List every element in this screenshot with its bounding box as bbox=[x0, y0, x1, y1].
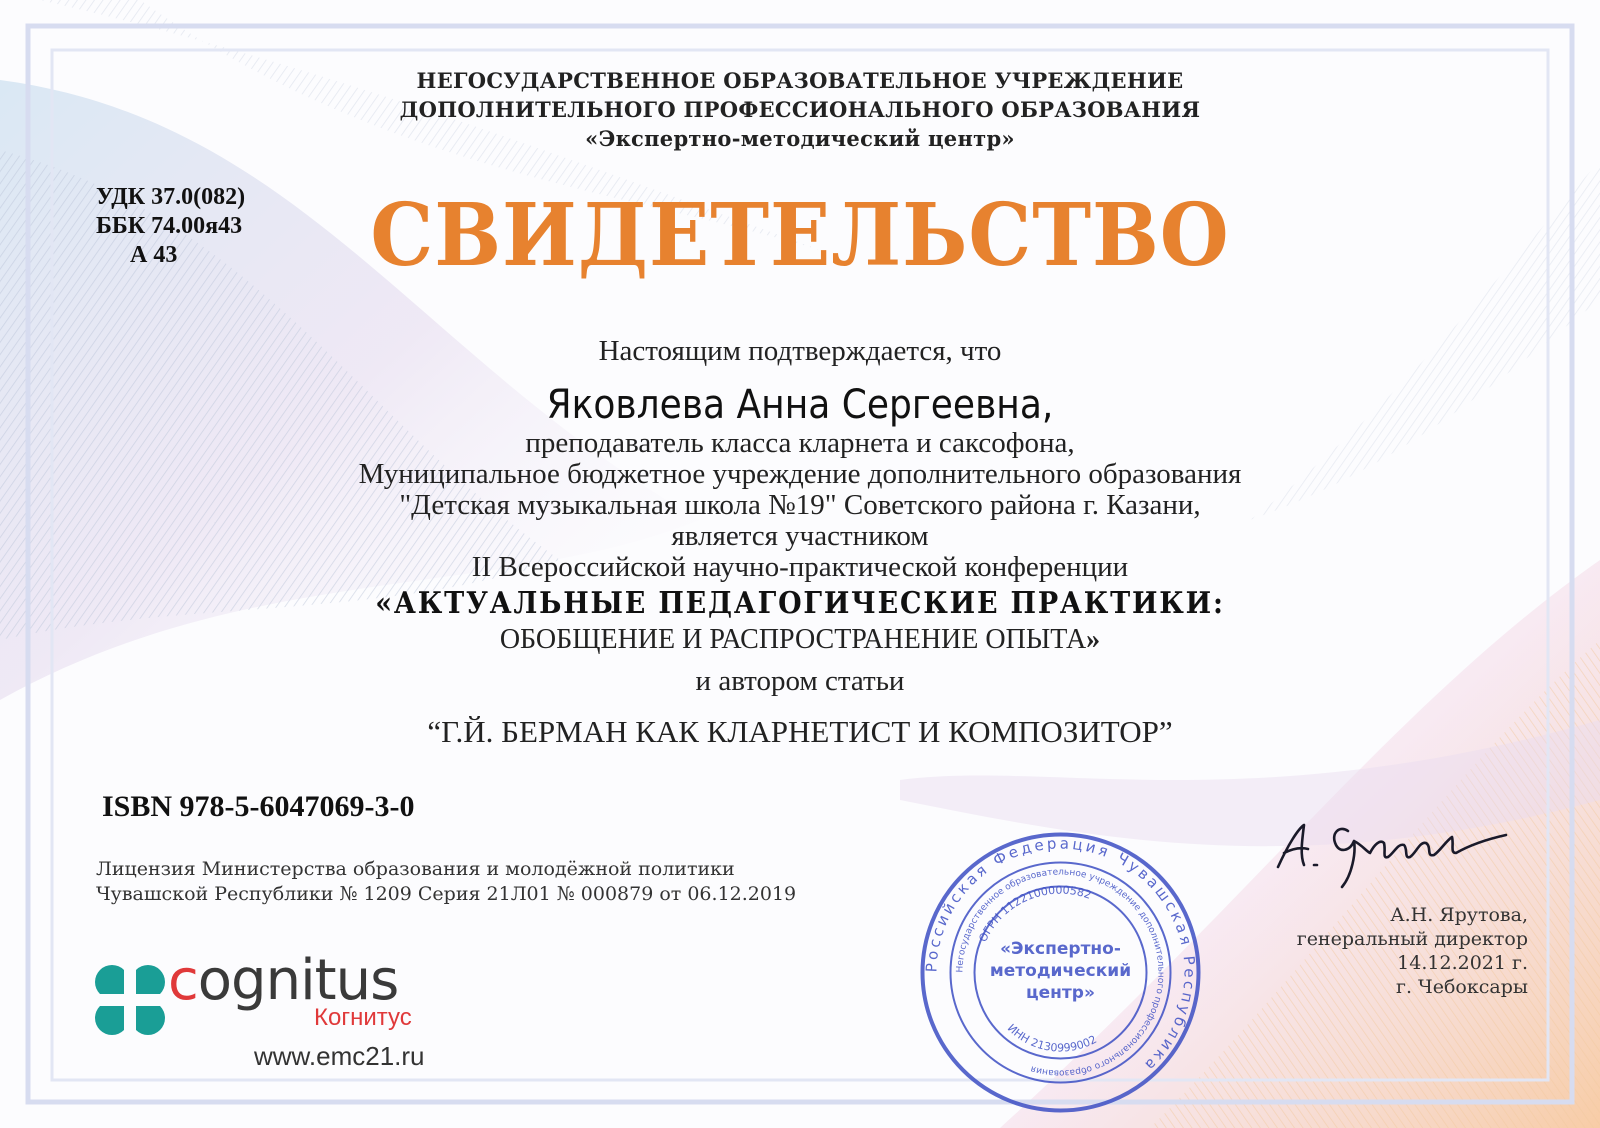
logo-letter-c: c bbox=[168, 948, 198, 1013]
cognitus-logo bbox=[90, 948, 490, 1098]
conference-title-line-1: «АКТУАЛЬНЫЕ ПЕДАГОГИЧЕСКИЕ ПРАКТИКИ: bbox=[375, 586, 1225, 621]
isbn: ISBN 978-5-6047069-3-0 bbox=[102, 790, 415, 823]
conference-title-close-quote: » bbox=[1086, 624, 1101, 655]
conference-name: II Всероссийской научно-практической конференции bbox=[471, 551, 1129, 583]
clover-logo-icon bbox=[90, 960, 170, 1040]
issue-date: 14.12.2021 г. bbox=[1397, 952, 1528, 974]
recipient-org-line-1: Муниципальное бюджетное учреждение дополнительного образования bbox=[358, 458, 1242, 490]
participant-text: является участником bbox=[671, 520, 929, 552]
conference-title-text: ОБОБЩЕНИЕ И РАСПРОСТРАНЕНИЕ ОПЫТА bbox=[499, 624, 1087, 655]
stamp-center-line-2: методический bbox=[989, 961, 1132, 981]
stamp-center-line-1: «Экспертно- bbox=[1000, 939, 1121, 959]
stamp-inner-text: Негосударственное образовательное учреждение дополнительного профессионального образования bbox=[955, 867, 1166, 1078]
signer-block bbox=[1297, 903, 1528, 999]
bbk-code: ББК 74.00я43 bbox=[96, 213, 243, 239]
website-url: www.emc21.ru bbox=[254, 1041, 425, 1071]
license-line-2: Чувашской Республики № 1209 Серия 21Л01 № 000879 от 06.12.2019 bbox=[96, 883, 797, 905]
author-of-text: и автором статьи bbox=[695, 665, 905, 697]
issuer-line-3: «Экспертно-методический центр» bbox=[585, 126, 1015, 151]
stamp-outer-text: Российская Федерация Чувашская Республика bbox=[922, 834, 1199, 1077]
conference-title-line-2 bbox=[0, 624, 1600, 656]
article-title: “Г.Й. БЕРМАН КАК КЛАРНЕТИСТ И КОМПОЗИТОР” bbox=[427, 714, 1173, 749]
director-signature bbox=[1270, 795, 1510, 895]
recipient-org-line-2: "Детская музыкальная школа №19" Советского района г. Казани, bbox=[399, 489, 1201, 521]
license-info bbox=[96, 857, 796, 907]
issuer-header bbox=[0, 66, 1600, 153]
recipient-details bbox=[0, 428, 1600, 583]
logo-subtitle: Когнитус bbox=[314, 1004, 412, 1031]
certificate-title: СВИДЕТЕЛЬСТВО bbox=[370, 185, 1230, 286]
signer-name: А.Н. Ярутова, bbox=[1390, 904, 1528, 926]
stamp-ogrn: ОГРН 1122100000582 bbox=[976, 883, 1093, 945]
signer-role: генеральный директор bbox=[1296, 928, 1528, 950]
official-stamp bbox=[918, 830, 1203, 1115]
author-mark: А 43 bbox=[130, 242, 178, 268]
stamp-inn: ИНН 2130999002 bbox=[1004, 1021, 1099, 1055]
issue-city: г. Чебоксары bbox=[1396, 976, 1528, 998]
confirm-text: Настоящим подтверждается, что bbox=[598, 335, 1002, 367]
issuer-line-1: НЕГОСУДАРСТВЕННОЕ ОБРАЗОВАТЕЛЬНОЕ УЧРЕЖДЕНИЕ bbox=[416, 68, 1184, 93]
license-line-1: Лицензия Министерства образования и молодёжной политики bbox=[96, 858, 735, 880]
logo-wordmark-rest: ognitus bbox=[197, 948, 399, 1013]
recipient-position: преподаватель класса кларнета и саксофона, bbox=[525, 427, 1075, 459]
issuer-line-2: ДОПОЛНИТЕЛЬНОГО ПРОФЕССИОНАЛЬНОГО ОБРАЗОВАНИЯ bbox=[399, 97, 1201, 122]
udk-code: УДК 37.0(082) bbox=[96, 184, 246, 210]
stamp-center-line-3: центр» bbox=[1026, 983, 1095, 1003]
recipient-name: Яковлева Анна Сергеевна, bbox=[546, 382, 1054, 428]
